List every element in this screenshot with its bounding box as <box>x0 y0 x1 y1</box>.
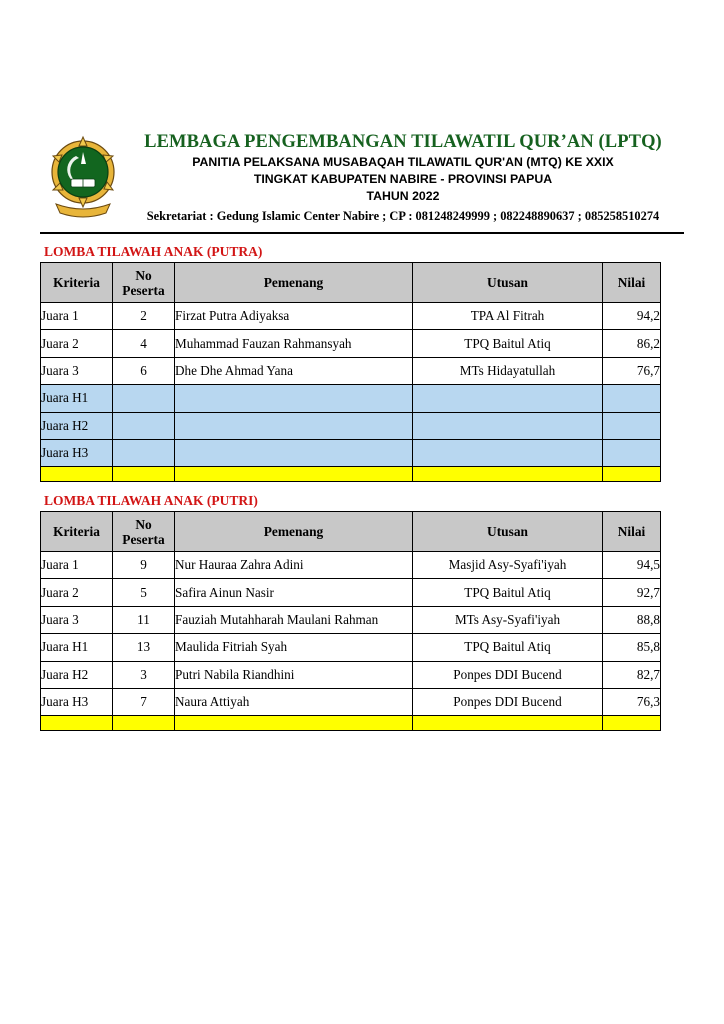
cell-kriteria: Juara H1 <box>41 385 113 412</box>
table-row <box>41 552 661 579</box>
column-header-no-peserta <box>113 263 175 303</box>
cell-utusan: Ponpes DDI Bucend <box>413 688 603 715</box>
cell-utusan <box>413 385 603 412</box>
cell-nilai: 85,8 <box>603 634 661 661</box>
table-row-footer <box>41 716 661 731</box>
cell-kriteria: Juara 1 <box>41 552 113 579</box>
cell-kriteria: Juara 3 <box>41 606 113 633</box>
column-header-no-peserta <box>113 512 175 552</box>
cell-nilai: 76,7 <box>603 357 661 384</box>
cell-no <box>113 439 175 466</box>
secretariat-line: Sekretariat : Gedung Islamic Center Nabire ; CP : 081248249999 ; 082248890637 ; 085258510274 <box>146 208 660 223</box>
cell-utusan: Ponpes DDI Bucend <box>413 661 603 688</box>
year-line: TAHUN 2022 <box>366 189 440 204</box>
cell-pemenang <box>175 716 413 731</box>
column-header-no-line1: No <box>135 267 152 283</box>
table-row <box>41 439 661 466</box>
cell-nilai <box>603 412 661 439</box>
table-row <box>41 303 661 330</box>
letterhead <box>40 132 684 232</box>
table-row-footer <box>41 467 661 482</box>
table-row <box>41 579 661 606</box>
cell-utusan: TPQ Baitul Atiq <box>413 330 603 357</box>
cell-no: 3 <box>113 661 175 688</box>
cell-no: 6 <box>113 357 175 384</box>
cell-kriteria: Juara 2 <box>41 579 113 606</box>
table-row <box>41 688 661 715</box>
cell-nilai: 82,7 <box>603 661 661 688</box>
cell-pemenang <box>175 385 413 412</box>
section-title-putra: LOMBA TILAWAH ANAK (PUTRA) <box>44 244 263 259</box>
results-table-putri <box>40 511 661 731</box>
cell-pemenang <box>175 439 413 466</box>
cell-utusan: TPQ Baitul Atiq <box>413 579 603 606</box>
cell-kriteria: Juara H1 <box>41 634 113 661</box>
cell-pemenang: Maulida Fitriah Syah <box>175 634 413 661</box>
cell-utusan: TPA Al Fitrah <box>413 303 603 330</box>
column-header-pemenang: Pemenang <box>175 263 413 303</box>
cell-kriteria: Juara 2 <box>41 330 113 357</box>
table-row <box>41 661 661 688</box>
cell-pemenang: Naura Attiyah <box>175 688 413 715</box>
cell-utusan: Masjid Asy-Syafi'iyah <box>413 552 603 579</box>
header-divider <box>40 232 684 234</box>
cell-pemenang: Fauziah Mutahharah Maulani Rahman <box>175 606 413 633</box>
cell-kriteria: Juara H3 <box>41 439 113 466</box>
cell-pemenang: Putri Nabila Riandhini <box>175 661 413 688</box>
table-header-row <box>41 512 661 552</box>
cell-utusan: TPQ Baitul Atiq <box>413 634 603 661</box>
cell-pemenang <box>175 467 413 482</box>
cell-utusan <box>413 467 603 482</box>
cell-nilai <box>603 467 661 482</box>
committee-line: PANITIA PELAKSANA MUSABAQAH TILAWATIL QUR'AN (MTQ) KE XXIX <box>192 155 614 170</box>
org-title: LEMBAGA PENGEMBANGAN TILAWATIL QUR’AN (LPTQ) <box>144 132 662 152</box>
cell-utusan <box>413 439 603 466</box>
column-header-kriteria: Kriteria <box>41 263 113 303</box>
cell-kriteria: Juara H2 <box>41 661 113 688</box>
cell-pemenang <box>175 412 413 439</box>
cell-nilai: 92,7 <box>603 579 661 606</box>
cell-no <box>113 467 175 482</box>
cell-kriteria: Juara 1 <box>41 303 113 330</box>
cell-nilai: 94,2 <box>603 303 661 330</box>
cell-no <box>113 716 175 731</box>
column-header-nilai: Nilai <box>603 512 661 552</box>
column-header-kriteria: Kriteria <box>41 512 113 552</box>
cell-pemenang: Nur Hauraa Zahra Adini <box>175 552 413 579</box>
cell-nilai: 86,2 <box>603 330 661 357</box>
cell-no <box>113 412 175 439</box>
lptq-emblem-icon <box>46 134 120 218</box>
table-header-row <box>41 263 661 303</box>
cell-utusan <box>413 716 603 731</box>
cell-pemenang: Safira Ainun Nasir <box>175 579 413 606</box>
cell-no: 13 <box>113 634 175 661</box>
cell-utusan: MTs Hidayatullah <box>413 357 603 384</box>
cell-nilai: 88,8 <box>603 606 661 633</box>
cell-nilai: 94,5 <box>603 552 661 579</box>
cell-kriteria: Juara H3 <box>41 688 113 715</box>
cell-nilai: 76,3 <box>603 688 661 715</box>
column-header-pemenang: Pemenang <box>175 512 413 552</box>
cell-no: 4 <box>113 330 175 357</box>
cell-no: 5 <box>113 579 175 606</box>
column-header-utusan: Utusan <box>413 263 603 303</box>
cell-no: 2 <box>113 303 175 330</box>
cell-kriteria: Juara H2 <box>41 412 113 439</box>
column-header-no-line2: Peserta <box>122 282 165 298</box>
cell-kriteria <box>41 467 113 482</box>
cell-pemenang: Muhammad Fauzan Rahmansyah <box>175 330 413 357</box>
cell-nilai <box>603 439 661 466</box>
table-row <box>41 385 661 412</box>
section-title-putri: LOMBA TILAWAH ANAK (PUTRI) <box>44 493 258 508</box>
cell-no: 9 <box>113 552 175 579</box>
table-row <box>41 634 661 661</box>
cell-pemenang: Firzat Putra Adiyaksa <box>175 303 413 330</box>
cell-utusan: MTs Asy-Syafi'iyah <box>413 606 603 633</box>
cell-no: 11 <box>113 606 175 633</box>
cell-kriteria: Juara 3 <box>41 357 113 384</box>
cell-no: 7 <box>113 688 175 715</box>
column-header-no-line1: No <box>135 516 152 532</box>
column-header-nilai: Nilai <box>603 263 661 303</box>
cell-pemenang: Dhe Dhe Ahmad Yana <box>175 357 413 384</box>
table-row <box>41 357 661 384</box>
cell-nilai <box>603 716 661 731</box>
cell-no <box>113 385 175 412</box>
column-header-no-line2: Peserta <box>122 531 165 547</box>
results-table-putra <box>40 262 661 482</box>
cell-kriteria <box>41 716 113 731</box>
table-row <box>41 412 661 439</box>
table-row <box>41 330 661 357</box>
region-line: TINGKAT KABUPATEN NABIRE - PROVINSI PAPUA <box>253 171 553 186</box>
cell-nilai <box>603 385 661 412</box>
column-header-utusan: Utusan <box>413 512 603 552</box>
cell-utusan <box>413 412 603 439</box>
table-row <box>41 606 661 633</box>
